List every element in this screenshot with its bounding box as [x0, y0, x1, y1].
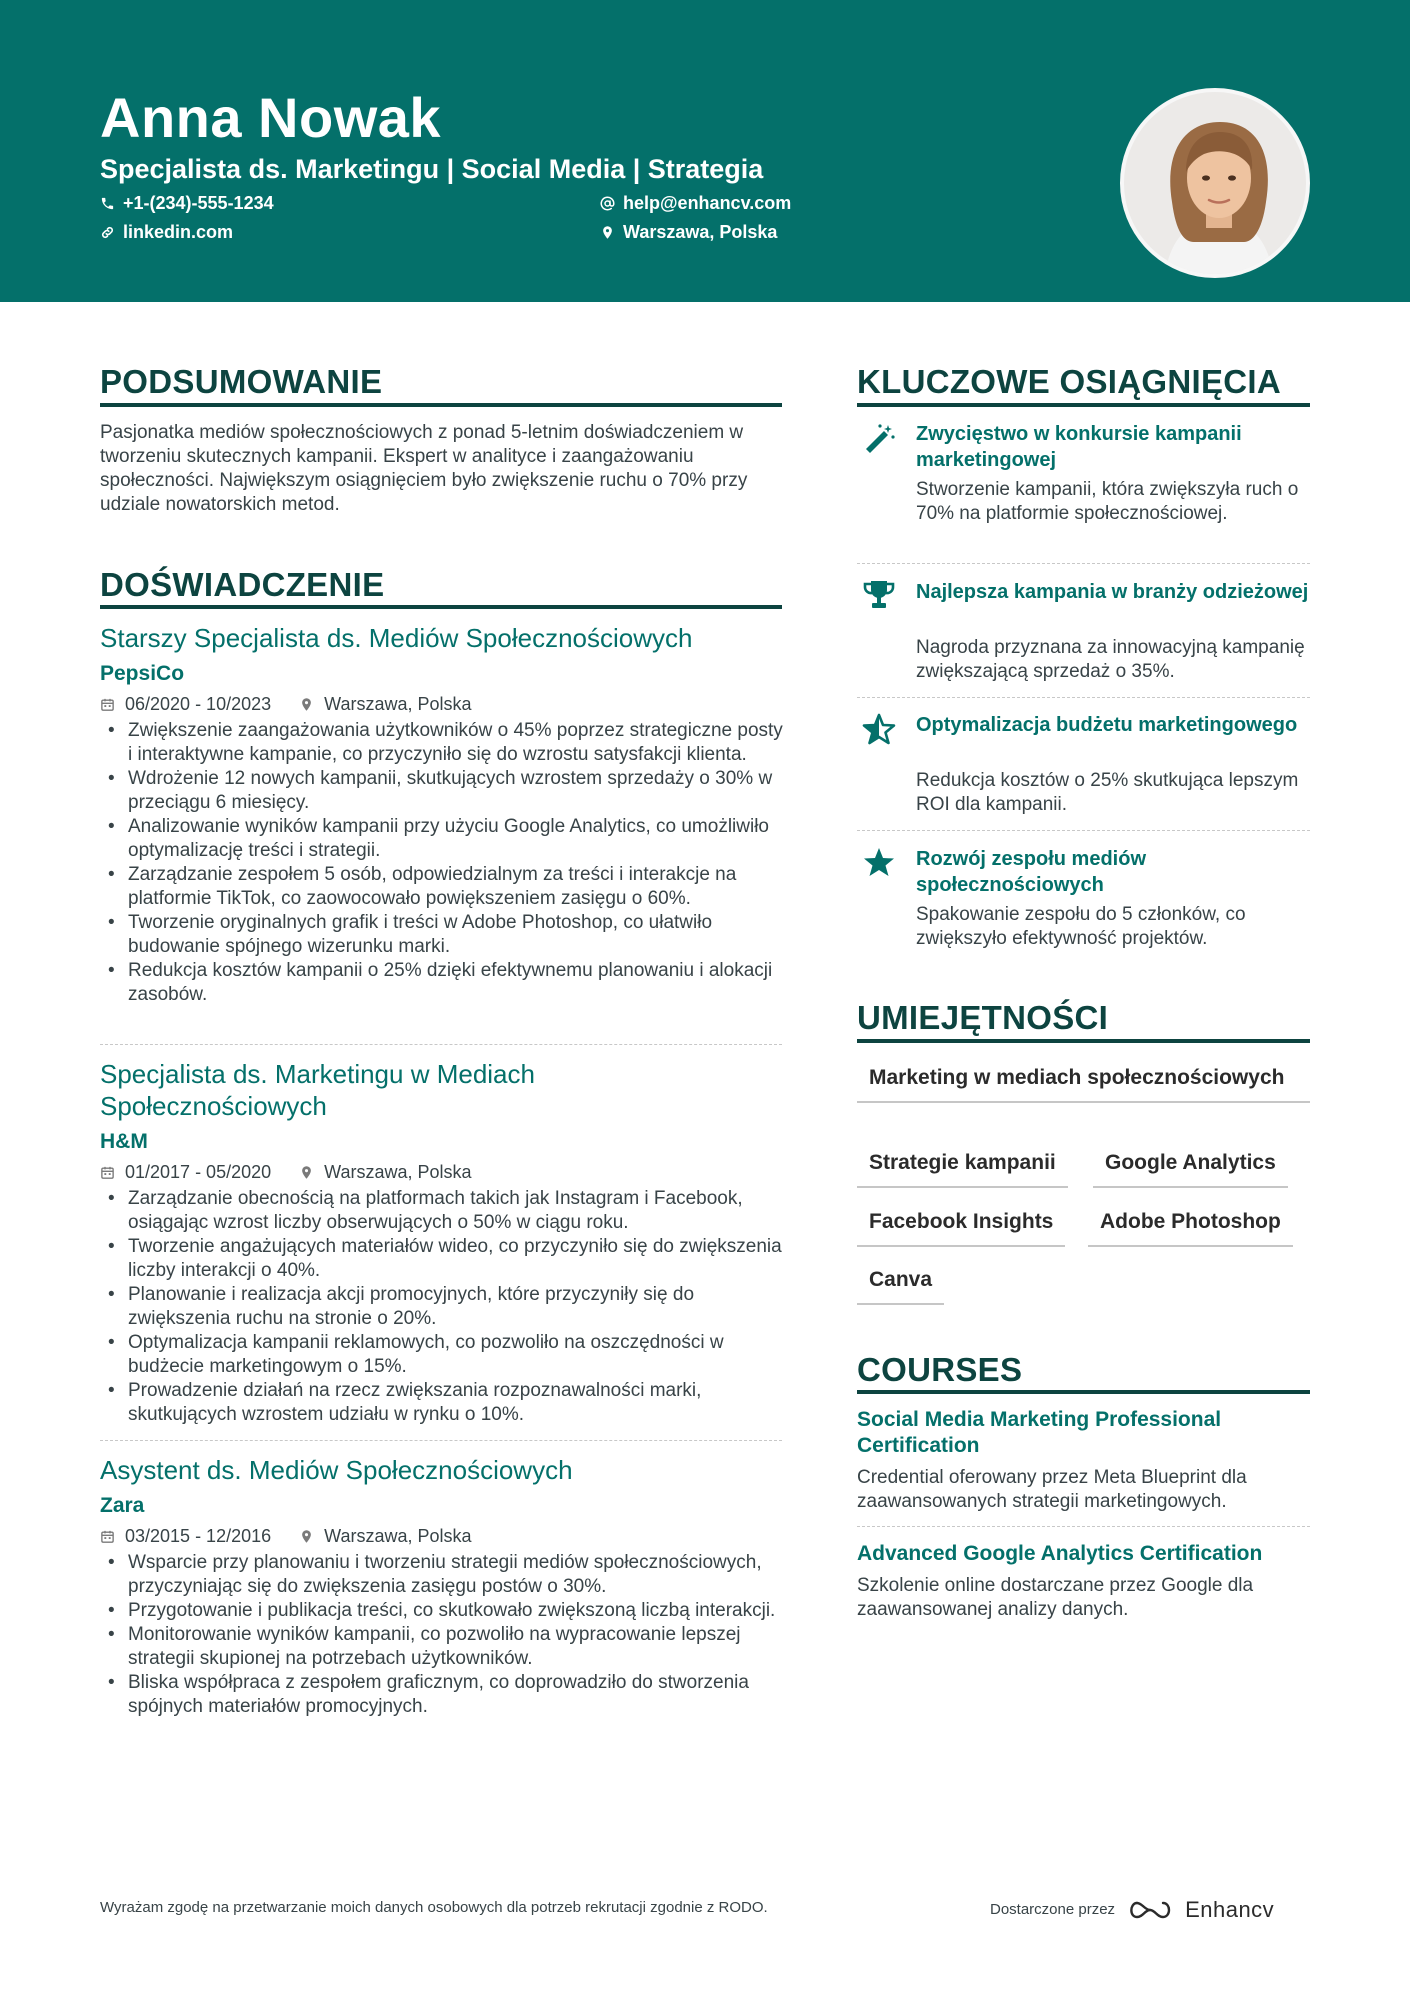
achievement-title: Zwycięstwo w konkursie kampanii marketingowej [916, 423, 1242, 471]
magic-wand-icon [862, 422, 896, 456]
job-separator [100, 1440, 782, 1441]
course-desc: Credential oferowany przez Meta Blueprint dla zaawansowanych strategii marketingowych. [857, 1467, 1247, 1512]
job-meta [100, 692, 472, 716]
calendar-icon [100, 1529, 115, 1544]
list-item: • Analizowanie wyników kampanii przy użyciu Google Analytics, co umożliwiło optymalizację treści i strategii. [100, 815, 785, 863]
achievement-desc: Nagroda przyznana za innowacyjną kampanię zwiększającą sprzedaż o 35%. [916, 637, 1305, 682]
job-location: Warszawa, Polska [324, 1162, 472, 1182]
job-location: Warszawa, Polska [324, 1526, 472, 1546]
contact-linkedin[interactable] [100, 220, 233, 244]
job-dates: 06/2020 - 10/2023 [125, 694, 272, 714]
email-text: help@enhancv.com [623, 193, 792, 213]
location-text: Warszawa, Polska [623, 222, 778, 242]
achievement-separator [857, 563, 1310, 564]
skill-tag: Adobe Photoshop [1088, 1209, 1293, 1247]
achievement-title: Najlepsza kampania w branży odzieżowej [916, 581, 1309, 603]
skill-tag: Google Analytics [1093, 1150, 1288, 1188]
list-item: • Tworzenie oryginalnych grafik i treści w Adobe Photoshop, co ułatwiło budowanie spójnego wizerunku marki. [100, 911, 785, 959]
achievement-separator [857, 697, 1310, 698]
location-pin-icon [299, 1165, 314, 1180]
linkedin-text: linkedin.com [123, 222, 234, 242]
profile-photo [1120, 88, 1310, 278]
job-meta [100, 1160, 472, 1184]
list-item: • Prowadzenie działań na rzecz zwiększania rozpoznawalności marki, skutkujących wzrostem udziału w rynku o 10%. [100, 1379, 785, 1427]
achievement-separator [857, 830, 1310, 831]
course-separator [857, 1526, 1310, 1527]
company-name: H&M [100, 1130, 148, 1153]
courses-divider [857, 1390, 1310, 1394]
contact-phone[interactable] [100, 191, 274, 215]
course-title: Advanced Google Analytics Certification [857, 1542, 1263, 1565]
location-pin-icon [299, 1529, 314, 1544]
powered-by[interactable] [990, 1898, 1274, 1922]
list-item: • Wdrożenie 12 nowych kampanii, skutkujących wzrostem sprzedaży o 30% w przeciągu 6 miesięcy. [100, 767, 785, 815]
powered-by-label: Dostarczone przez [990, 1901, 1116, 1918]
list-item: • Wsparcie przy planowaniu i tworzeniu strategii mediów społecznościowych, przyczyniając się do zwiększenia zasięgu postów o 30%. [100, 1551, 785, 1599]
calendar-icon [100, 697, 115, 712]
company-name: Zara [100, 1494, 145, 1517]
portrait-illustration [1124, 92, 1310, 278]
job-dates: 01/2017 - 05/2020 [125, 1162, 272, 1182]
contact-email[interactable] [600, 191, 791, 215]
list-item: • Przygotowanie i publikacja treści, co skutkowało zwiększoną liczbą interakcji. [100, 1599, 785, 1623]
list-item: • Redukcja kosztów kampanii o 25% dzięki efektywnemu planowaniu i alokacji zasobów. [100, 959, 785, 1007]
list-item: • Optymalizacja kampanii reklamowych, co pozwoliło na oszczędności w budżecie marketingowym o 15%. [100, 1331, 785, 1379]
job-separator [100, 1044, 782, 1045]
link-icon [100, 225, 115, 240]
job-dates: 03/2015 - 12/2016 [125, 1526, 272, 1546]
job-meta [100, 1524, 472, 1548]
experience-heading: DOŚWIADCZENIE [100, 566, 385, 603]
star-outline-icon [862, 712, 896, 746]
job-bullets [100, 1551, 785, 1719]
course-title: Social Media Marketing Professional Certification [857, 1408, 1222, 1457]
job-bullets [100, 1187, 785, 1427]
skill-tag: Facebook Insights [857, 1209, 1065, 1247]
list-item: • Zarządzanie obecnością na platformach takich jak Instagram i Facebook, osiągając wzrost liczby obserwujących o 50% w ciągu roku. [100, 1187, 785, 1235]
phone-text: +1-(234)-555-1234 [123, 193, 274, 213]
star-filled-icon [862, 845, 896, 879]
achievement-desc: Spakowanie zespołu do 5 członków, co zwiększyło efektywność projektów. [916, 904, 1246, 949]
phone-icon [100, 196, 115, 211]
experience-divider [100, 605, 782, 609]
courses-heading: COURSES [857, 1351, 1023, 1388]
achievement-desc: Stworzenie kampanii, która zwiększyła ruch o 70% na platformie społecznościowej. [916, 479, 1299, 524]
list-item: • Tworzenie angażujących materiałów wideo, co przyczyniło się do zwiększenia liczby interakcji o 40%. [100, 1235, 785, 1283]
job-bullets [100, 719, 785, 1007]
achievements-heading: KLUCZOWE OSIĄGNIĘCIA [857, 363, 1281, 400]
candidate-title: Specjalista ds. Marketingu | Social Media | Strategia [100, 154, 764, 184]
job-location: Warszawa, Polska [324, 694, 472, 714]
job-title: Asystent ds. Mediów Społecznościowych [100, 1455, 573, 1485]
summary-text: Pasjonatka mediów społecznościowych z ponad 5-letnim doświadczeniem w tworzeniu skutecznych kampanii. Ekspert w analityce i zaangażowaniu społeczności. Największym osiągnięciem było zwiększenie ruchu o 70% przy udziale nowatorskich metod. [100, 422, 748, 515]
achievement-desc: Redukcja kosztów o 25% skutkująca lepszym ROI dla kampanii. [916, 770, 1299, 815]
gdpr-consent: Wyrażam zgodę na przetwarzanie moich danych osobowych dla potrzeb rekrutacji zgodnie z RODO. [100, 1899, 768, 1916]
list-item: • Zarządzanie zespołem 5 osób, odpowiedzialnym za treści i interakcje na platformie TikTok, co zaowocowało powiększeniem zasięgu o 60%. [100, 863, 785, 911]
achievement-title: Optymalizacja budżetu marketingowego [916, 714, 1298, 736]
trophy-icon [862, 578, 896, 612]
location-pin-icon [299, 697, 314, 712]
achievements-divider [857, 403, 1310, 407]
list-item: • Monitorowanie wyników kampanii, co pozwoliło na wypracowanie lepszej strategii skupionej na potrzebach użytkowników. [100, 1623, 785, 1671]
at-icon [600, 196, 615, 211]
company-name: PepsiCo [100, 662, 185, 685]
course-desc: Szkolenie online dostarczane przez Google dla zaawansowanej analizy danych. [857, 1575, 1254, 1620]
list-item: • Bliska współpraca z zespołem graficznym, co doprowadziło do stworzenia spójnych materiałów promocyjnych. [100, 1671, 785, 1719]
list-item: • Planowanie i realizacja akcji promocyjnych, które przyczyniły się do zwiększenia ruchu na stronie o 20%. [100, 1283, 785, 1331]
enhancv-brand: Enhancv [1185, 1897, 1275, 1922]
contact-location [600, 220, 777, 244]
candidate-name: Anna Nowak [100, 86, 442, 149]
calendar-icon [100, 1165, 115, 1180]
skill-tag: Strategie kampanii [857, 1150, 1068, 1188]
resume-header [0, 0, 1410, 302]
skill-tag: Canva [857, 1267, 944, 1305]
location-pin-icon [600, 225, 615, 240]
skill-tag: Marketing w mediach społecznościowych [857, 1065, 1310, 1103]
summary-divider [100, 403, 782, 407]
achievement-title: Rozwój zespołu mediów społecznościowych [916, 848, 1147, 896]
skills-divider [857, 1039, 1310, 1043]
list-item: • Zwiększenie zaangażowania użytkowników o 45% poprzez strategiczne posty i interaktywne kampanie, co przyczyniło się do wzrostu satysfakcji klienta. [100, 719, 785, 767]
enhancv-logo-icon [1127, 1898, 1173, 1922]
job-title: Starszy Specjalista ds. Mediów Społecznościowych [100, 623, 693, 653]
summary-heading: PODSUMOWANIE [100, 363, 383, 400]
skills-heading: UMIEJĘTNOŚCI [857, 999, 1109, 1036]
job-title: Specjalista ds. Marketingu w Mediach Społecznościowych [100, 1059, 535, 1121]
